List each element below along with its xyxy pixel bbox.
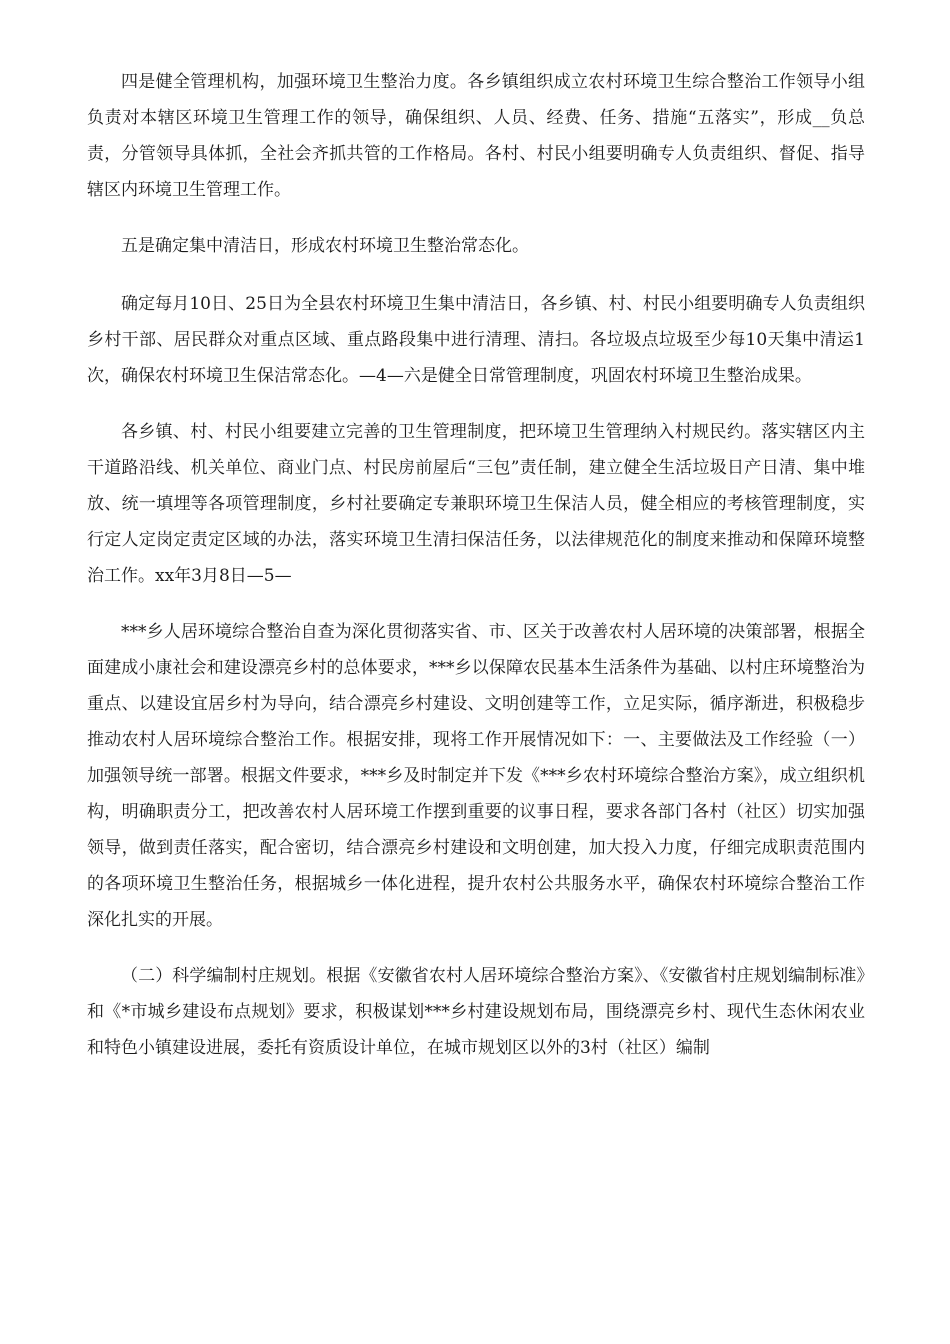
paragraph-3: 确定每月10日、25日为全县农村环境卫生集中清洁日，各乡镇、村、村民小组要明确专人负责组织乡村干部、居民群众对重点区域、重点路段集中进行清理、清扫。各垃圾点垃圾至少每10天集中清运1次，确保农村环境卫生保洁常态化。—4—六是健全日常管理制度，巩固农村环境卫生整治成果。: [87, 294, 865, 386]
paragraph-1: 四是健全管理机构，加强环境卫生整治力度。各乡镇组织成立农村环境卫生综合整治工作领导小组负责对本辖区环境卫生管理工作的领导，确保组织、人员、经费、任务、措施“五落实”，形成__负总责，分管领导具体抓，全社会齐抓共管的工作格局。各村、村民小组要明确专人负责组织、督促、指导辖区内环境卫生管理工作。: [87, 72, 865, 200]
paragraph-4: 各乡镇、村、村民小组要建立完善的卫生管理制度，把环境卫生管理纳入村规民约。落实辖区内主干道路沿线、机关单位、商业门点、村民房前屋后“三包”责任制，建立健全生活垃圾日产日清、集中堆放、统一填埋等各项管理制度，乡村社要确定专兼职环境卫生保洁人员，健全相应的考核管理制度，实行定人定岗定责定区域的办法，落实环境卫生清扫保洁任务，以法律规范化的制度来推动和保障环境整治工作。xx年3月8日—5—: [87, 422, 865, 586]
paragraph-6: （二）科学编制村庄规划。根据《安徽省农村人居环境综合整治方案》、《安徽省村庄规划编制标准》和《*市城乡建设布点规划》要求，积极谋划***乡村建设规划布局，围绕漂亮乡村、现代生态休闲农业和特色小镇建设进展，委托有资质设计单位，在城市规划区以外的3村（社区）编制: [87, 966, 865, 1058]
paragraph-2: 五是确定集中清洁日，形成农村环境卫生整治常态化。: [121, 236, 529, 256]
paragraph-5: ***乡人居环境综合整治自查为深化贯彻落实省、市、区关于改善农村人居环境的决策部署，根据全面建成小康社会和建设漂亮乡村的总体要求，***乡以保障农民基本生活条件为基础、以村庄环境整治为重点、以建设宜居乡村为导向，结合漂亮乡村建设、文明创建等工作，立足实际，循序渐进，积极稳步推动农村人居环境综合整治工作。根据安排，现将工作开展情况如下：一、主要做法及工作经验（一）加强领导统一部署。根据文件要求，***乡及时制定并下发《***乡农村环境综合整治方案》，成立组织机构，明确职责分工，把改善农村人居环境工作摆到重要的议事日程，要求各部门各村（社区）切实加强领导，做到责任落实，配合密切，结合漂亮乡村建设和文明创建，加大投入力度，仔细完成职责范围内的各项环境卫生整治任务，根据城乡一体化进程，提升农村公共服务水平，确保农村环境综合整治工作深化扎实的开展。: [87, 622, 865, 930]
document-page: [87, 64, 865, 1086]
